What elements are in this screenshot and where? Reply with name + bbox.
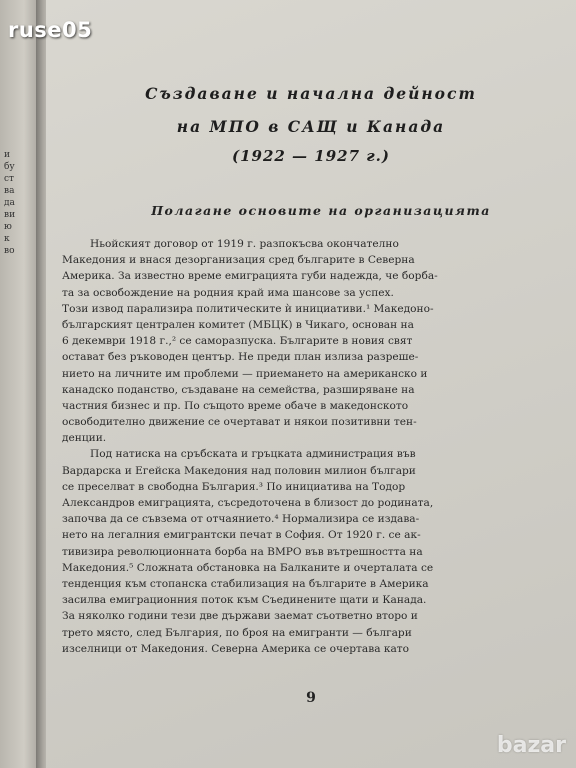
left-page-fragment: к xyxy=(4,234,10,244)
text-line: остават без ръководен център. Не преди план излиза разреше- xyxy=(62,351,419,364)
text-line: частния бизнес и пр. По същото време обаче в македонското xyxy=(62,399,409,412)
text-line: нето на легалния емигрантски печат в София. От 1920 г. се ак- xyxy=(62,529,421,542)
left-page-fragment: ст xyxy=(4,174,15,184)
text-line: канадско поданство, създаване на семейства, разширяване на xyxy=(62,383,415,396)
text-line: българският централен комитет (МБЦК) в Чикаго, основан на xyxy=(62,318,414,331)
text-line: се преселват в свободна България.³ По инициатива на Тодор xyxy=(62,480,406,493)
text-line: За няколко години тези две държави заемат съответно второ и xyxy=(62,610,418,623)
text-line: освободително движение се очертават и някои позитивни тен- xyxy=(62,416,417,429)
body-text xyxy=(62,236,512,657)
text-line: Вардарска и Егейска Македония над половин милион българи xyxy=(62,464,416,477)
chapter-title-line-2: на МПО в САЩ и Канада xyxy=(176,117,446,136)
text-line: Под натиска на сръбската и гръцката администрация във xyxy=(90,448,416,461)
text-line: тивизира революционната борба на ВМРО във вътрешността на xyxy=(62,545,423,558)
chapter-title-years: (1922 — 1927 г.) xyxy=(231,147,391,165)
text-line: започва да се съвзема от отчаянието.⁴ Нормализира се издава- xyxy=(62,513,420,526)
left-page-fragment: бу xyxy=(4,162,15,172)
left-page-fragment: да xyxy=(4,198,15,208)
text-line: Македония.⁵ Сложната обстановка на Балканите и очерталата се xyxy=(62,561,434,574)
left-page-fragment: ю xyxy=(4,222,12,232)
text-line: та за освобождение на родния край има шансове за успех. xyxy=(62,286,394,299)
left-page-fragment: ва xyxy=(4,186,15,196)
text-line: трето място, след България, по броя на емигранти — българи xyxy=(62,626,412,639)
left-page-edge xyxy=(0,0,40,768)
left-page-fragment: во xyxy=(4,246,15,256)
text-line: Македония и внася дезорганизация сред българите в Северна xyxy=(62,254,415,267)
left-page-fragment: и xyxy=(4,150,10,160)
left-page-fragment: ви xyxy=(4,210,16,220)
text-line: засилва емиграционния поток към Съединените щати и Канада. xyxy=(62,594,427,607)
text-line: изселници от Македония. Северна Америка се очертава като xyxy=(62,642,410,655)
text-line: денции. xyxy=(62,432,107,445)
page-number: 9 xyxy=(306,690,316,706)
watermark-logo: bazar xyxy=(496,733,566,758)
text-line: Ньойският договор от 1919 г. разпокъсва окончателно xyxy=(90,238,399,250)
chapter-title-line-1: Създаване и начална дейност xyxy=(145,84,477,103)
text-line: Този извод парализира политическите ѝ инициативи.¹ Македоно- xyxy=(62,302,434,315)
section-heading: Полагане основите на организацията xyxy=(151,203,491,218)
text-line: нието на личните им проблеми — приемането на американско и xyxy=(62,367,428,380)
brand-logo: ruse05 xyxy=(8,18,93,42)
text-line: 6 декември 1918 г.,² се саморазпуска. Българите в новия свят xyxy=(62,335,413,348)
text-line: Америка. За известно време емиграцията губи надежда, че борба- xyxy=(62,270,438,283)
book-page xyxy=(46,0,576,768)
text-line: тенденция към стопанска стабилизация на българите в Америка xyxy=(62,577,429,590)
text-line: Александров емиграцията, съсредоточена в близост до родината, xyxy=(62,497,434,509)
